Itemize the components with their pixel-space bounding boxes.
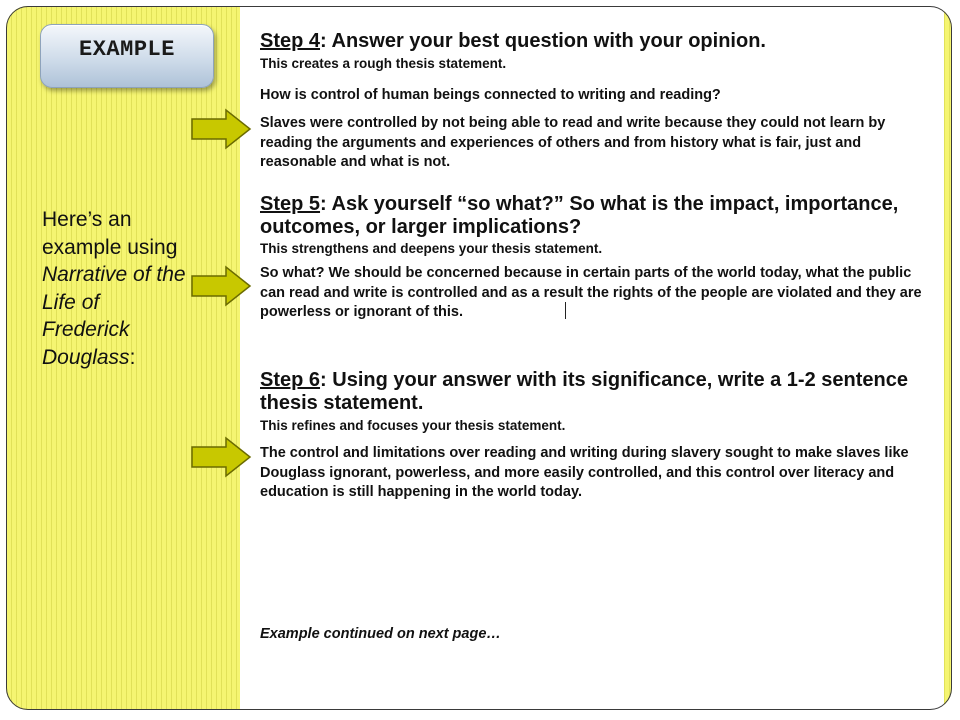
step6-label: Step 6 — [260, 369, 321, 391]
step6-subtitle: This refines and focuses your thesis statement. — [260, 418, 566, 433]
step4-subtitle: This creates a rough thesis statement. — [260, 56, 507, 71]
intro-prefix: Here’s an example using — [42, 208, 178, 259]
step4-question: How is control of human beings connected to writing and reading? — [260, 87, 721, 103]
step4-label: Step 4 — [260, 30, 321, 52]
book-title: Narrative of the Life of Frederick Douglass — [42, 263, 186, 369]
yellow-right-strip — [944, 6, 952, 710]
intro-suffix: : — [129, 345, 136, 369]
step6-answer: The control and limitations over reading and writing during slavery sought to make slaves like Douglass ignorant, powerless, and more easily controlled, and this control over literacy and education is still happening in the world today. — [260, 445, 909, 500]
step5-heading-text: : Ask yourself “so what?” So what is the impact, importance, outcomes, or larger implications? — [260, 193, 899, 238]
step5-subtitle: This strengthens and deepens your thesis statement. — [260, 241, 603, 256]
text-cursor — [565, 302, 566, 319]
step5-heading — [260, 193, 925, 239]
step4-heading-text: : Answer your best question with your opinion. — [320, 30, 766, 52]
step6-heading-text: : Using your answer with its significance, write a 1-2 sentence thesis statement. — [260, 369, 908, 414]
right-arrow-icon — [190, 265, 252, 307]
step5-label: Step 5 — [260, 193, 321, 215]
right-arrow-icon — [190, 108, 252, 150]
step4-answer: Slaves were controlled by not being able to read and write because they could not learn by reading the arguments and experiences of others and from history what is fair, just and reasonable and what is not. — [260, 115, 886, 170]
continued-note: Example continued on next page… — [260, 626, 501, 642]
right-arrow-icon — [190, 436, 252, 478]
step6-heading — [260, 369, 925, 415]
example-badge — [40, 24, 214, 88]
step4-heading — [260, 30, 920, 53]
example-badge-label: EXAMPLE — [79, 37, 175, 62]
step5-answer: So what? We should be concerned because in certain parts of the world today, what the public can read and write is controlled and as a result the rights of the people are violated and they are powerless or ignorant of this. — [260, 265, 922, 320]
intro-text — [42, 206, 192, 371]
